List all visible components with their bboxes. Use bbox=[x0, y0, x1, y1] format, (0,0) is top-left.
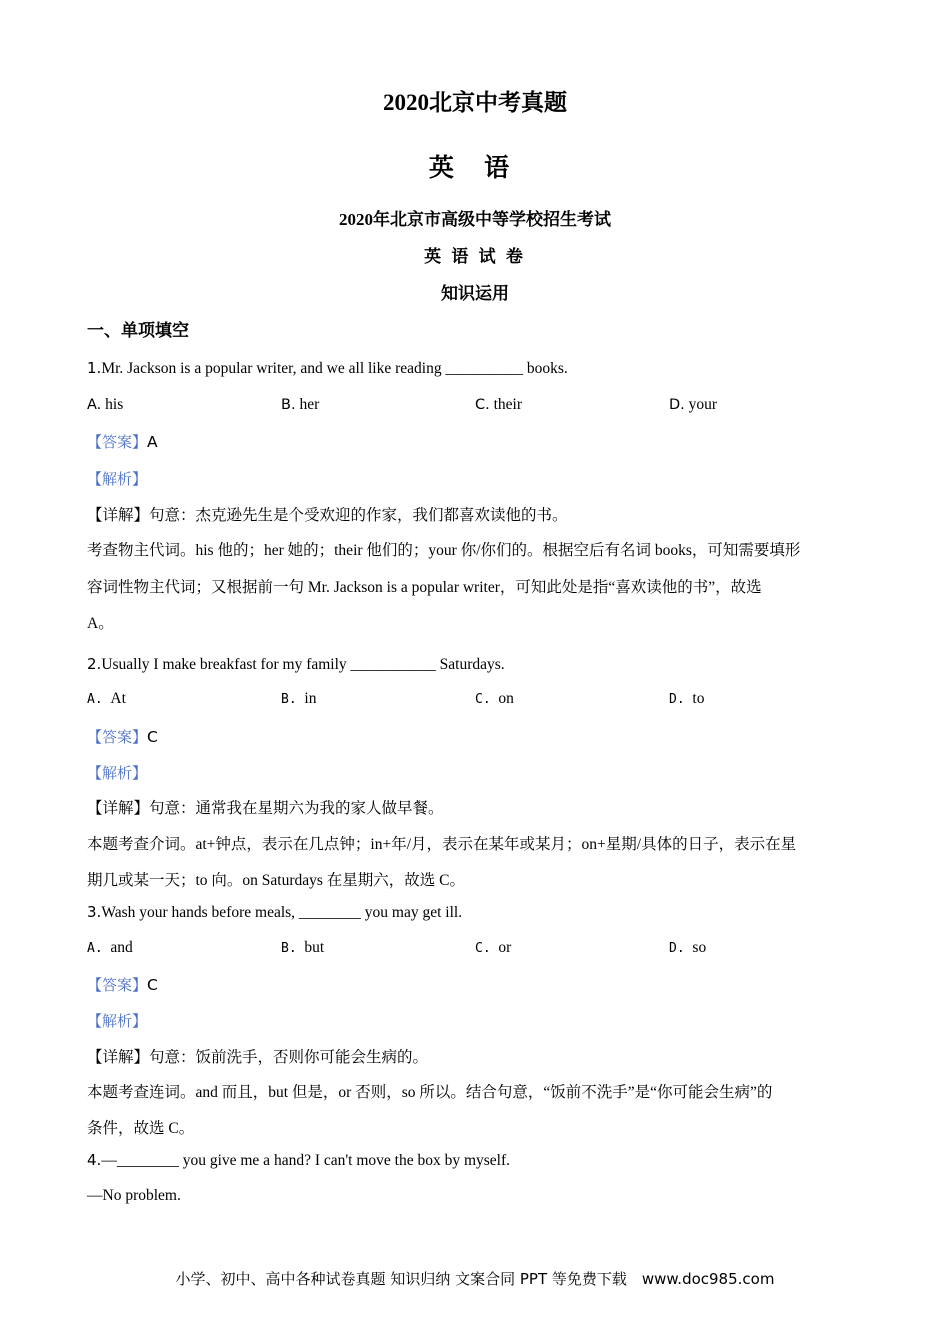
answer-tag: 【答案】 bbox=[87, 976, 148, 994]
option-c: C. on bbox=[475, 690, 514, 707]
option-b: B. in bbox=[281, 690, 317, 707]
exam-name: 2020年北京市高级中等学校招生考试 bbox=[339, 210, 611, 229]
detail-tag: 【详解】 bbox=[87, 1049, 150, 1066]
option-c: C. or bbox=[475, 939, 512, 956]
question-number: 3. bbox=[87, 903, 102, 921]
part-heading: 知识运用 bbox=[441, 284, 509, 303]
explanation-line: 考查物主代词。his 他的；her 她的；their 他们的；your 你/你们的。根据空后有名词 books，可知需要填形 bbox=[87, 542, 801, 559]
page-footer: 小学、初中、高中各种试卷真题 知识归纳 文案合同 PPT 等免费下载 www.doc985.com bbox=[175, 1270, 775, 1288]
option-c: C. their bbox=[475, 396, 523, 413]
answer-value: A bbox=[147, 433, 158, 451]
question-text: Mr. Jackson is a popular writer, and we all like reading __________ books. bbox=[101, 360, 568, 377]
explanation-line: 期几或某一天；to 向。on Saturdays 在星期六，故选 C。 bbox=[87, 872, 466, 889]
answer-value: C bbox=[147, 976, 158, 994]
answer-line bbox=[87, 431, 158, 452]
detail-text: 句意：通常我在星期六为我的家人做早餐。 bbox=[149, 800, 444, 817]
option-b: B. her bbox=[281, 396, 320, 413]
detail-text: 句意：饭前洗手，否则你可能会生病的。 bbox=[149, 1049, 429, 1066]
explanation-line: 本题考查连词。and 而且，but 但是，or 否则，so 所以。结合句意，“饭前不洗手”是“你可能会生病”的 bbox=[87, 1084, 773, 1101]
question-4-reply: —No problem. bbox=[87, 1187, 181, 1204]
option-a: A. and bbox=[87, 939, 133, 956]
answer-tag: 【答案】 bbox=[87, 728, 148, 746]
question-4-stem bbox=[87, 1151, 510, 1170]
analysis-line bbox=[87, 1010, 147, 1031]
analysis-line bbox=[87, 762, 147, 783]
paper-name: 英 语 试 卷 bbox=[424, 247, 526, 266]
question-2-stem bbox=[87, 655, 505, 674]
detail-text: 句意：杰克逊先生是个受欢迎的作家，我们都喜欢读他的书。 bbox=[149, 507, 568, 524]
option-d: D. your bbox=[669, 396, 718, 413]
detail-tag: 【详解】 bbox=[87, 507, 150, 524]
explanation-line: A。 bbox=[87, 615, 114, 632]
analysis-line bbox=[87, 468, 147, 489]
analysis-tag: 【解析】 bbox=[87, 764, 148, 782]
subject-heading: 英 语 bbox=[428, 155, 522, 182]
answer-line bbox=[87, 726, 158, 747]
question-number: 2. bbox=[87, 655, 102, 673]
question-1-stem bbox=[87, 359, 568, 378]
question-text: Usually I make breakfast for my family ___________ Saturdays. bbox=[101, 656, 505, 673]
explanation-line: 本题考查介词。at+钟点，表示在几点钟；in+年/月，表示在某年或某月；on+星期/具体的日子，表示在星 bbox=[87, 836, 797, 853]
answer-tag: 【答案】 bbox=[87, 433, 148, 451]
question-number: 4. bbox=[87, 1151, 102, 1169]
document-title: 2020北京中考真题 bbox=[383, 90, 567, 115]
question-text: Wash your hands before meals, ________ you may get ill. bbox=[101, 904, 463, 921]
detail-tag: 【详解】 bbox=[87, 800, 150, 817]
detail-line bbox=[87, 1045, 428, 1067]
detail-line bbox=[87, 503, 568, 525]
question-3-stem bbox=[87, 903, 462, 922]
answer-line bbox=[87, 974, 158, 995]
option-a: A. At bbox=[87, 690, 126, 707]
option-b: B. but bbox=[281, 939, 325, 956]
section-heading: 一、单项填空 bbox=[87, 321, 189, 340]
question-number: 1. bbox=[87, 359, 102, 377]
detail-line bbox=[87, 796, 444, 818]
option-d: D. to bbox=[669, 690, 705, 707]
analysis-tag: 【解析】 bbox=[87, 470, 148, 488]
explanation-line: 条件，故选 C。 bbox=[87, 1120, 195, 1137]
explanation-line: 容词性物主代词；又根据前一句 Mr. Jackson is a popular writer，可知此处是指“喜欢读他的书”，故选 bbox=[87, 579, 762, 596]
question-text: —________ you give me a hand? I can't move the box by myself. bbox=[101, 1152, 511, 1169]
answer-value: C bbox=[147, 728, 158, 746]
analysis-tag: 【解析】 bbox=[87, 1012, 148, 1030]
option-a: A. his bbox=[87, 396, 124, 413]
option-d: D. so bbox=[669, 939, 707, 956]
